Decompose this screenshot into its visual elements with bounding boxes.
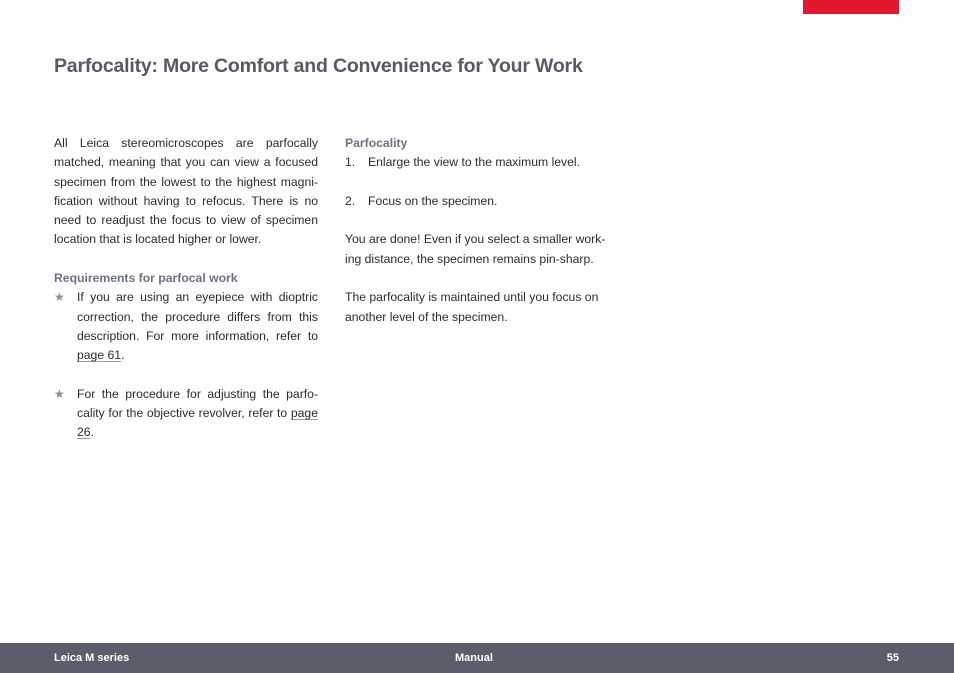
step-text: Focus on the specimen.: [368, 193, 498, 208]
star-icon: ★: [54, 290, 65, 305]
footer-product: Leica M series: [54, 652, 130, 664]
right-column: [345, 134, 609, 327]
page-26-link[interactable]: page 26: [77, 406, 318, 440]
step-number: 2.: [345, 193, 356, 208]
page-number: 55: [886, 652, 899, 664]
bullet-text: For the procedure for adjusting the parfocality for the objective revolver, refer to: [77, 386, 318, 421]
intro-paragraph: All Leica stereomicroscopes are parfocally matched, meaning that you can view a focused specimen from the lowest to the highest magnification without having to refocus. There is no need to readjust the focus to view of specimen location that is located higher or lower.: [54, 136, 318, 247]
left-column: [54, 134, 318, 443]
footer-bar: [0, 643, 954, 673]
star-icon: ★: [54, 386, 65, 401]
page-title: Parfocality: More Comfort and Convenience for Your Work: [54, 55, 583, 77]
step-text: Enlarge the view to the maximum level.: [368, 155, 581, 170]
bullet-text: If you are using an eyepiece with dioptric correction, the procedure differs from this description. For more information, refer to: [77, 290, 318, 343]
step-item: [345, 192, 609, 211]
list-item: [54, 288, 318, 365]
note-paragraph: The parfocality is maintained until you focus on another level of the specimen.: [345, 290, 599, 324]
list-item: [54, 385, 318, 443]
parfocality-heading: Parfocality: [345, 136, 408, 150]
requirements-heading: Requirements for parfocal work: [54, 271, 238, 286]
header-accent-tab: [803, 0, 899, 14]
step-item: [345, 153, 609, 172]
footer-doc-type: Manual: [455, 652, 493, 664]
bullet-end: .: [121, 348, 125, 363]
page-61-link[interactable]: page 61: [77, 348, 122, 363]
bullet-end: .: [90, 425, 94, 440]
step-number: 1.: [345, 155, 356, 170]
done-paragraph: You are done! Even if you select a smaller working distance, the specimen remains pin-sharp.: [345, 232, 606, 266]
